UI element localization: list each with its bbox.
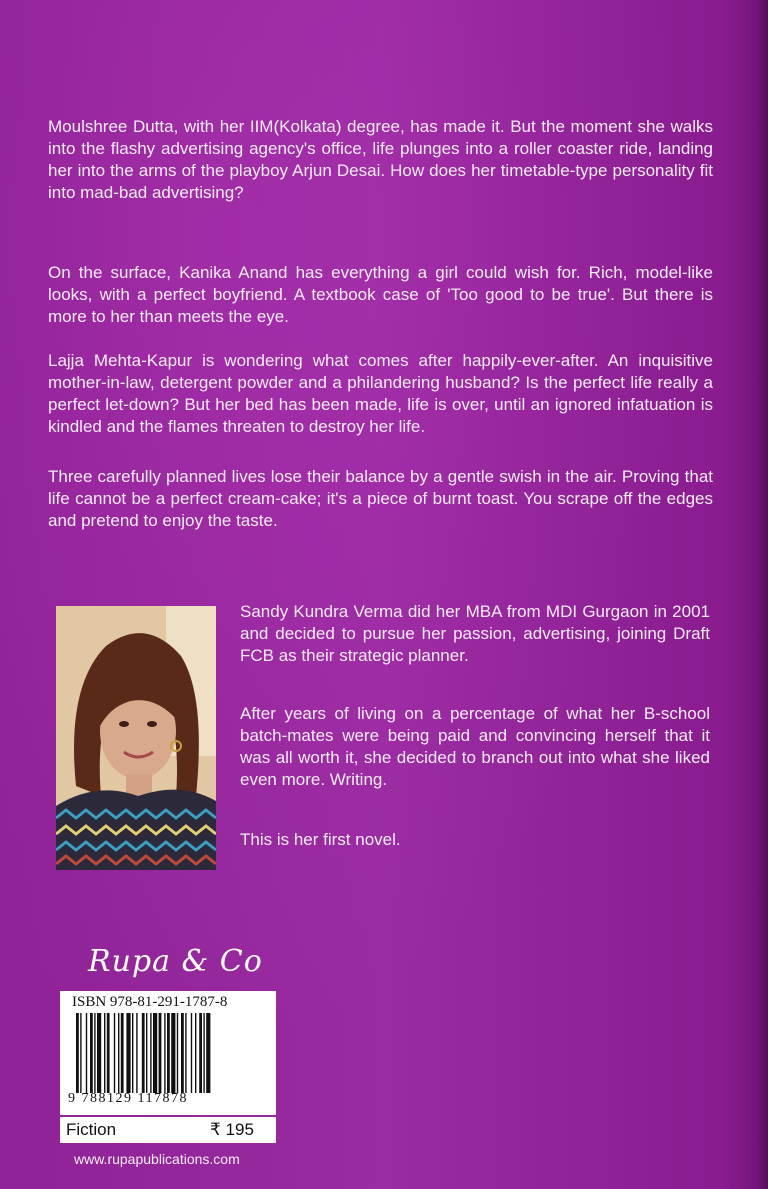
barcode-bar [80,1013,81,1093]
price-strip [60,1117,276,1143]
author-bio-3: This is her first novel. [240,830,401,849]
author-bio-2: After years of living on a percentage of what her B-school batch-mates were being paid and convincing herself that it was all worth it, she decided to branch out into what she liked even more. Writing. [240,704,710,789]
barcode-bar [146,1013,147,1093]
barcode-bar [203,1013,204,1093]
barcode-bar [185,1013,186,1093]
barcode-digits: 9 788129 117878 [68,1091,188,1106]
barcode [74,1013,264,1093]
barcode-bar [195,1013,196,1093]
barcode-bar [86,1013,87,1093]
author-bio-1: Sandy Kundra Verma did her MBA from MDI Gurgaon in 2001 and decided to pursue her passion, advertising, joining Draft FCB as their strategic planner. [240,602,710,665]
barcode-bar [153,1013,157,1093]
barcode-bar [136,1013,137,1093]
publisher-website: www.rupapublications.com [74,1151,240,1167]
barcode-bar [94,1013,95,1093]
barcode-bar [104,1013,105,1093]
barcode-bar [181,1013,184,1093]
blurb-paragraph-2: On the surface, Kanika Anand has everything a girl could wish for. Rich, model-like looks, with a perfect boyfriend. A textbook case of 'Too good to be true'. But there is more to her than meets the eye. [48,263,713,326]
barcode-bar [114,1013,115,1093]
price-label: ₹ 195 [210,1120,254,1139]
barcode-bar [159,1013,162,1093]
barcode-bar [97,1013,101,1093]
blurb-paragraph-4: Three carefully planned lives lose their balance by a gentle swish in the air. Proving that life cannot be a perfect cream-cake; it's a piece of burnt toast. You scrape off the edges and pretend to enjoy the taste. [48,467,713,530]
barcode-bar [132,1013,133,1093]
barcode-bar [177,1013,178,1093]
barcode-bar [118,1013,119,1093]
publisher-logo: Rupa & Co [88,944,263,979]
barcode-bar [167,1013,170,1093]
barcode-bar [191,1013,192,1093]
blurb-paragraph-3: Lajja Mehta-Kapur is wondering what comes after happily-ever-after. An inquisitive mother-in-law, detergent powder and a philandering husband? Is the perfect life really a perfect let-down? But her bed has been made, life is over, until an ignored infatuation is kindled and the flames threaten to destroy her life. [48,351,713,436]
isbn-barcode-box [60,991,276,1115]
barcode-bar [126,1013,130,1093]
barcode-bar [150,1013,151,1093]
cover-edge-shadow [756,0,768,1189]
isbn-label: ISBN 978-81-291-1787-8 [72,994,228,1010]
blurb-paragraph-1: Moulshree Dutta, with her IIM(Kolkata) degree, has made it. But the moment she walks into the flashy advertising agency's office, life plunges into a roller coaster ride, landing her into the arms of the playboy Arjun Desai. How does her timetable-type personality fit into mad-bad advertising? [48,117,713,202]
barcode-bar [90,1013,93,1093]
author-photo [56,606,216,870]
barcode-bar [171,1013,175,1093]
barcode-bar [206,1013,210,1093]
barcode-bar [164,1013,165,1093]
barcode-bar [107,1013,110,1093]
barcode-bar [142,1013,145,1093]
barcode-bar [121,1013,124,1093]
barcode-bar [199,1013,202,1093]
barcode-bar [76,1013,79,1093]
genre-label: Fiction [66,1120,117,1139]
